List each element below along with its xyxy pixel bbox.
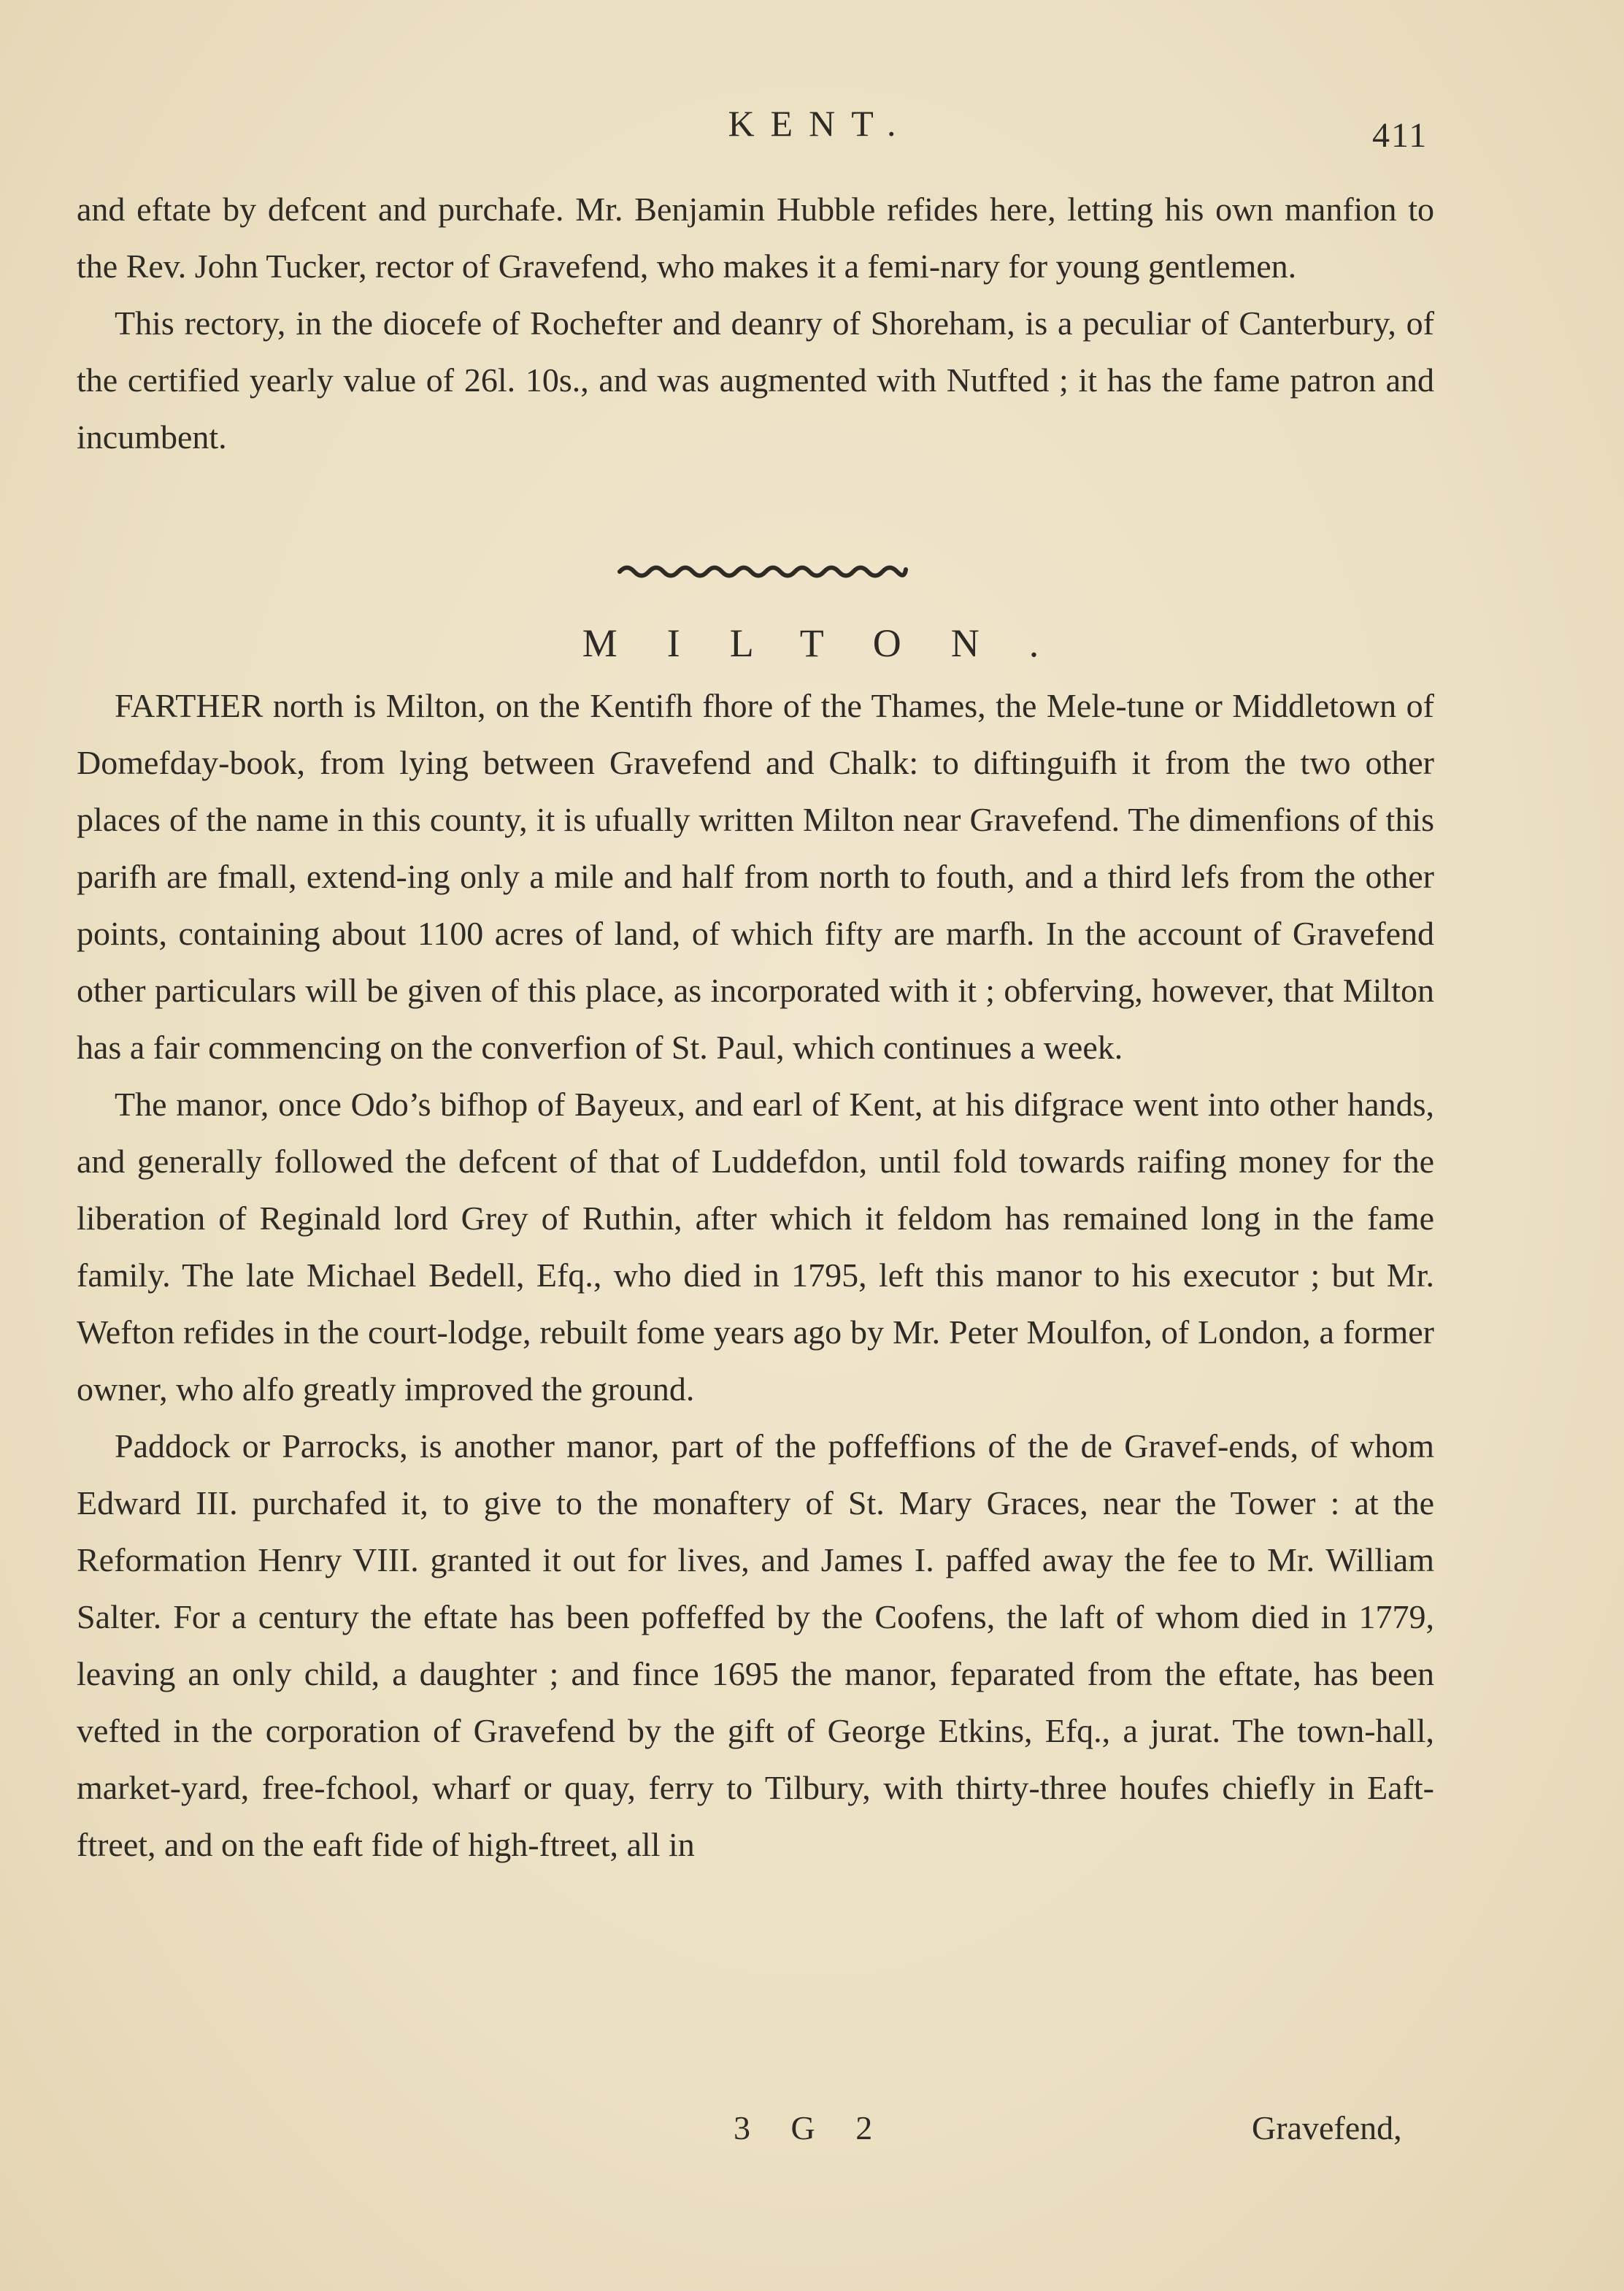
milton-text-block — [77, 678, 1434, 1873]
signature-mark: 3 G 2 — [734, 2109, 889, 2146]
wave-ornament-divider — [617, 561, 909, 583]
page-number: 411 — [1372, 116, 1428, 155]
paragraph: The manor, once Odo’s bifhop of Bayeux, and earl of Kent, at his difgrace went into other hands, and generally followed the defcent of that of Luddefdon, until fold towards raifing money for the liberation of Reginald lord Grey of Ruthin, after which it feldom has remained long in the fame family. The late Michael Bedell, Efq., who died in 1795, left this manor to his executor ; but Mr. Wefton refides in the court-lodge, rebuilt fome years ago by Mr. Peter Moulfon, of London, a former owner, who alfo greatly improved the ground. — [77, 1086, 1434, 1408]
paragraph: Paddock or Parrocks, is another manor, part of the poffeffions of the de Gravef-ends, of whom Edward III. purchafed it, to give to the monaftery of St. Mary Graces, near the Tower : at the Reformation Henry VIII. granted it out for lives, and James I. paffed away the fee to Mr. William Salter. For a century the eftate has been poffeffed by the Coofens, the laft of whom died in 1779, leaving an only child, a daughter ; and fince 1695 the manor, feparated from the eftate, has been vefted in the corporation of Gravefend by the gift of George Etkins, Efq., a jurat. The town-hall, market-yard, free-fchool, wharf or quay, ferry to Tilbury, with thirty-three houfes chiefly in Eaft-ftreet, and on the eaft fide of high-ftreet, all in — [77, 1427, 1434, 1863]
running-head: KENT. — [728, 103, 912, 144]
paragraph: This rectory, in the diocefe of Rochefter and deanry of Shoreham, is a peculiar of Canterbury, of the certified yearly value of 26l. 10s., and was augmented with Nutfted ; it has the fame patron and incumbent. — [77, 304, 1434, 456]
paragraph: FARTHER north is Milton, on the Kentifh fhore of the Thames, the Mele-tune or Middletown of Domefday-book, from lying between Gravefend and Chalk: to diftinguifh it from the two other places of the name in this county, it is ufually written Milton near Gravefend. The dimenfions of this parifh are fmall, extend-ing only a mile and half from north to fouth, and a third lefs from the other points, containing about 1100 acres of land, of which fifty are marfh. In the account of Gravefend other particulars will be given of this place, as incorporated with it ; obferving, however, that Milton has a fair commencing on the converfion of St. Paul, which continues a week. — [77, 687, 1434, 1066]
top-text-block — [77, 181, 1434, 466]
paragraph: and eftate by defcent and purchafe. Mr. Benjamin Hubble refides here, letting his own manfion to the Rev. John Tucker, rector of Gravefend, who makes it a femi-nary for young gentlemen. — [77, 191, 1434, 285]
section-title: MILTON. — [582, 621, 1089, 665]
catchword: Gravefend, — [1252, 2109, 1402, 2146]
